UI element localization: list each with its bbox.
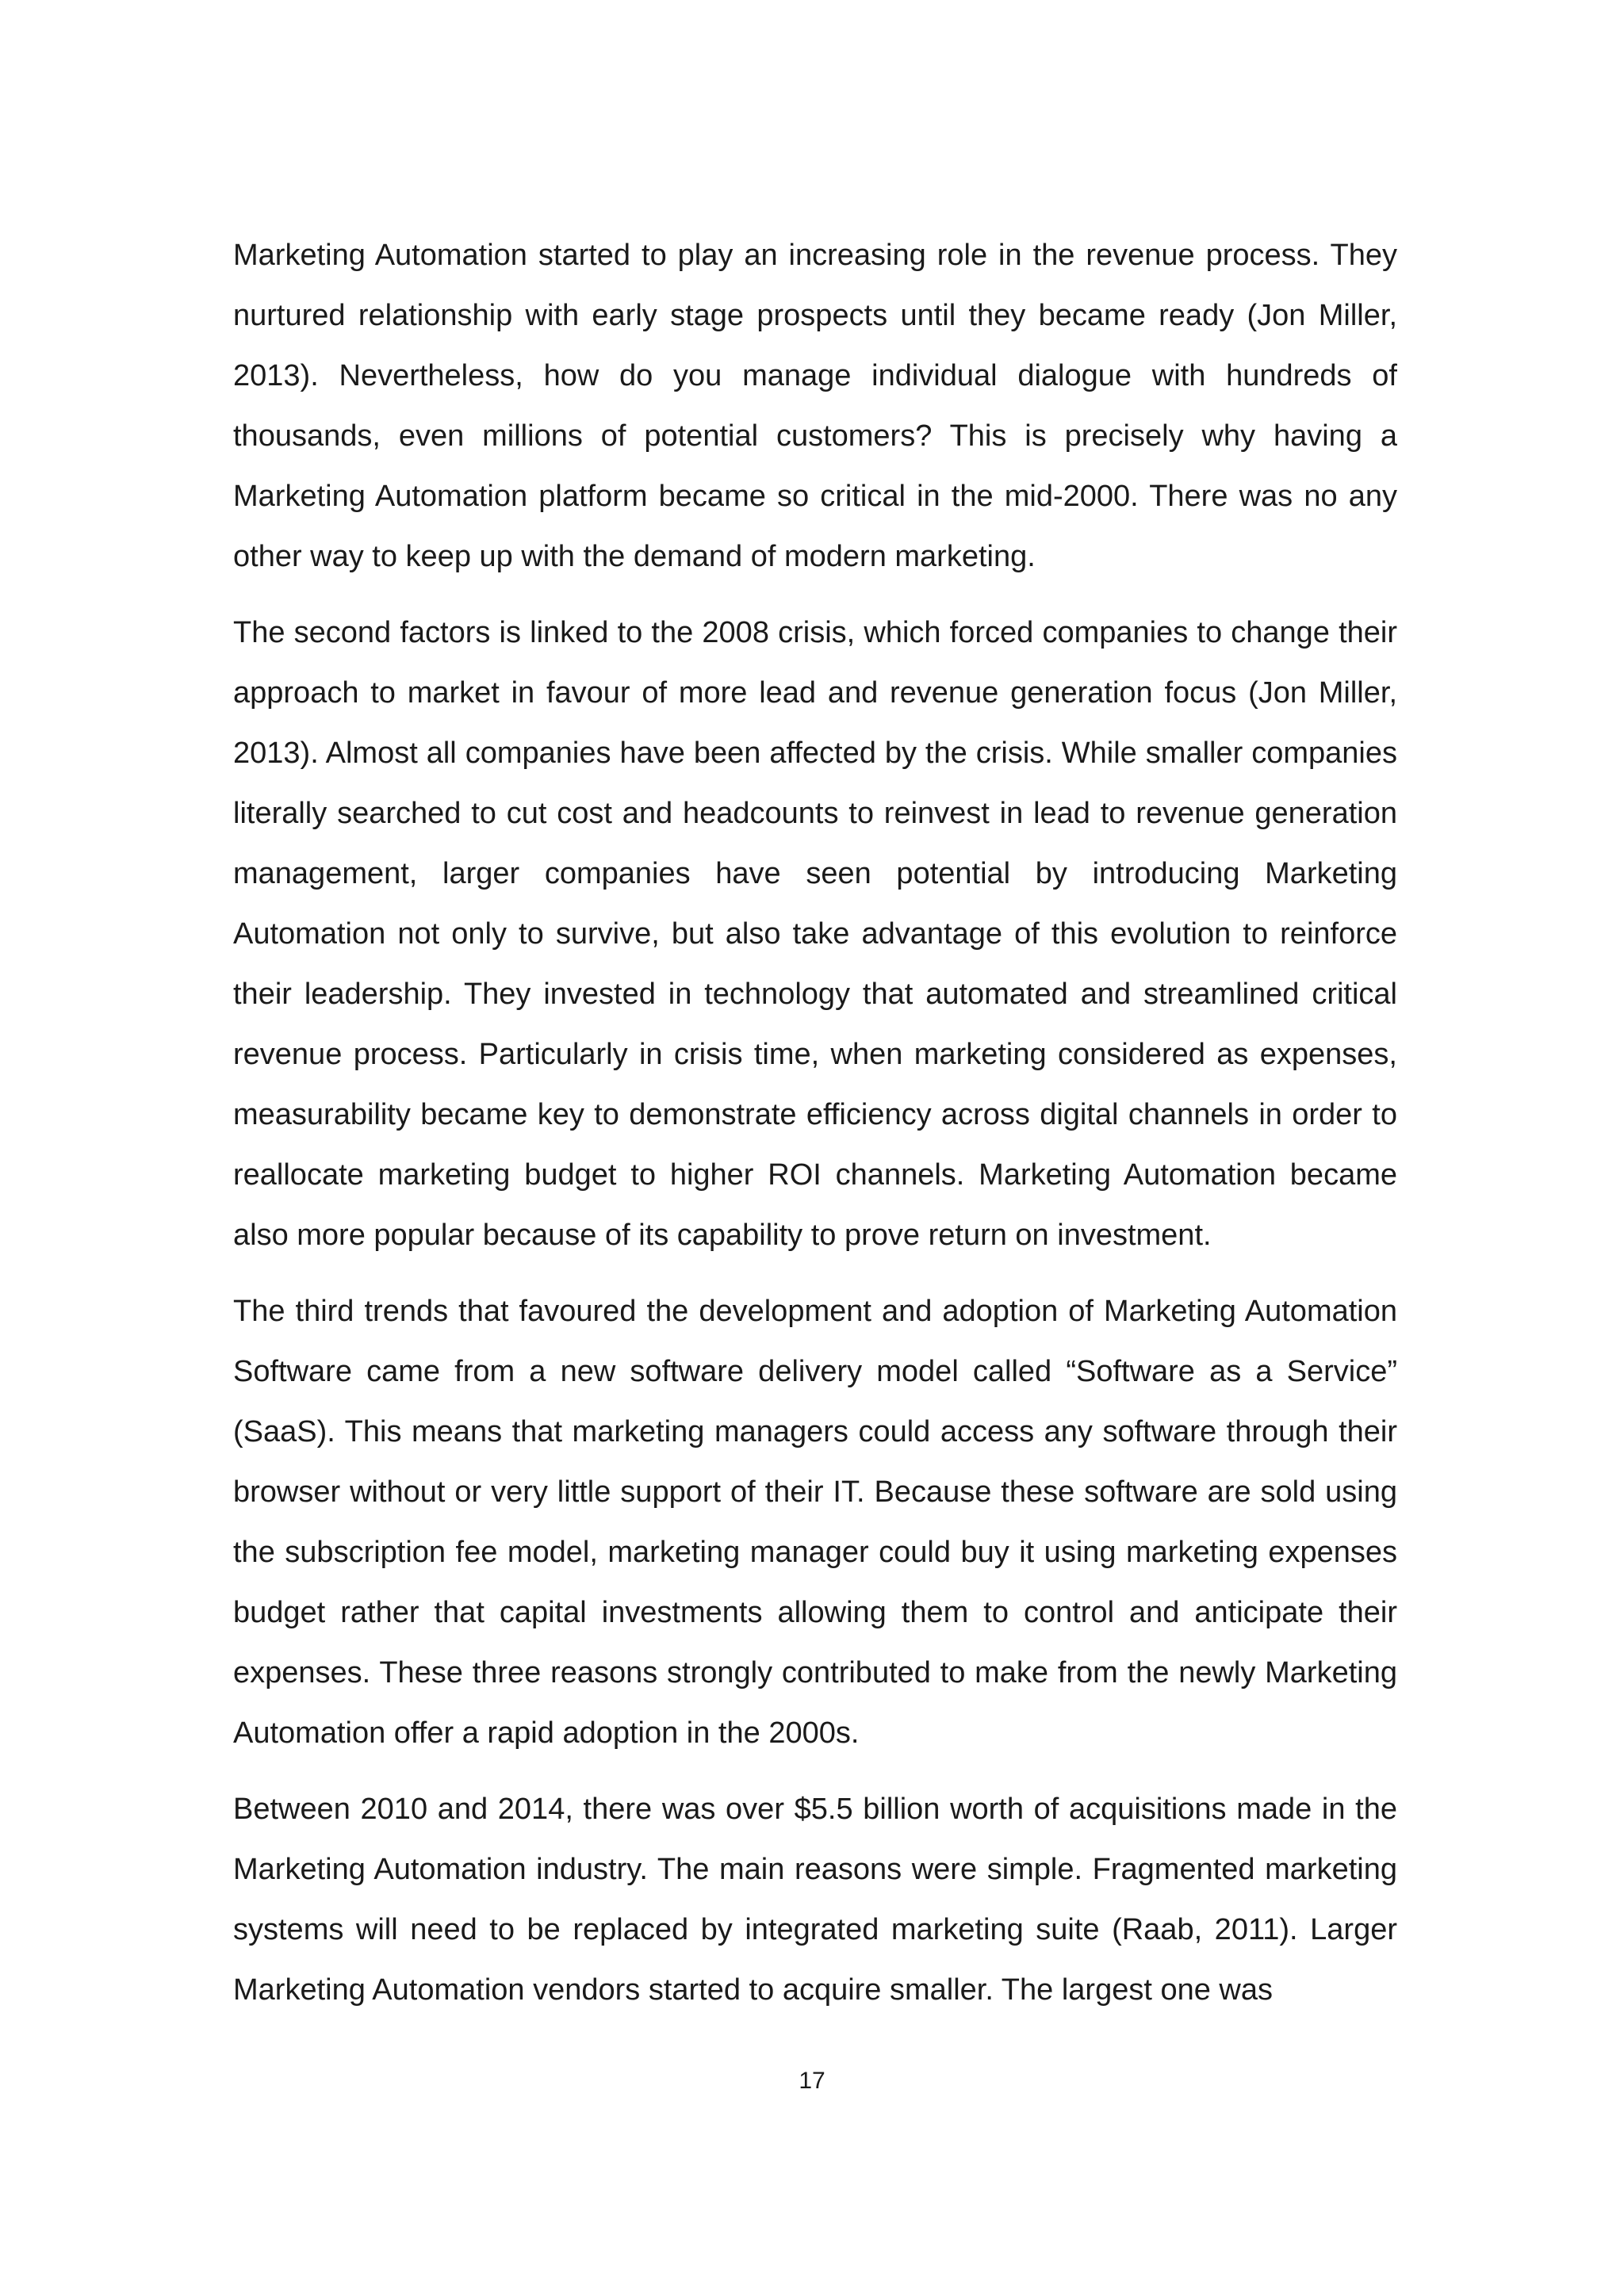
paragraph-1: Marketing Automation started to play an increasing role in the revenue process. They nurtured relationship with early stage prospects until they became ready (Jon Miller, 2013). Nevertheless, how do you manage individual dialogue with hundreds of thousands, even millions of potential customers? This is precisely why having a Marketing Automation platform became so critical in the mid-2000. There was no any other way to keep up with the demand of modern marketing. [233,239,1397,573]
paragraph-4: Between 2010 and 2014, there was over $5.5 billion worth of acquisitions made in the Marketing Automation industry. The main reasons were simple. Fragmented marketing systems will need to be replaced by integrated marketing suite (Raab, 2011). Larger Marketing Automation vendors started to acquire smaller. The largest one was [233,1793,1397,2007]
paragraph-2: The second factors is linked to the 2008 crisis, which forced companies to change their approach to market in favour of more lead and revenue generation focus (Jon Miller, 2013). Almost all companies have been affected by the crisis. While smaller companies literally searched to cut cost and headcounts to reinvest in lead to revenue generation management, larger companies have seen potential by introducing Marketing Automation not only to survive, but also take advantage of this evolution to reinforce their leadership. They invested in technology that automated and streamlined critical revenue process. Particularly in crisis time, when marketing considered as expenses, measurability became key to demonstrate efficiency across digital channels in order to reallocate marketing budget to higher ROI channels. Marketing Automation became also more popular because of its capability to prove return on investment. [233,616,1397,1252]
paragraph-3: The third trends that favoured the development and adoption of Marketing Automation Software came from a new software delivery model called “Software as a Service” (SaaS). This means that marketing managers could access any software through their browser without or very little support of their IT. Because these software are sold using the subscription fee model, marketing manager could buy it using marketing expenses budget rather that capital investments allowing them to control and anticipate their expenses. These three reasons strongly contributed to make from the newly Marketing Automation offer a rapid adoption in the 2000s. [233,1295,1397,1750]
body-text [233,225,1397,2020]
page-number: 17 [799,2068,825,2094]
